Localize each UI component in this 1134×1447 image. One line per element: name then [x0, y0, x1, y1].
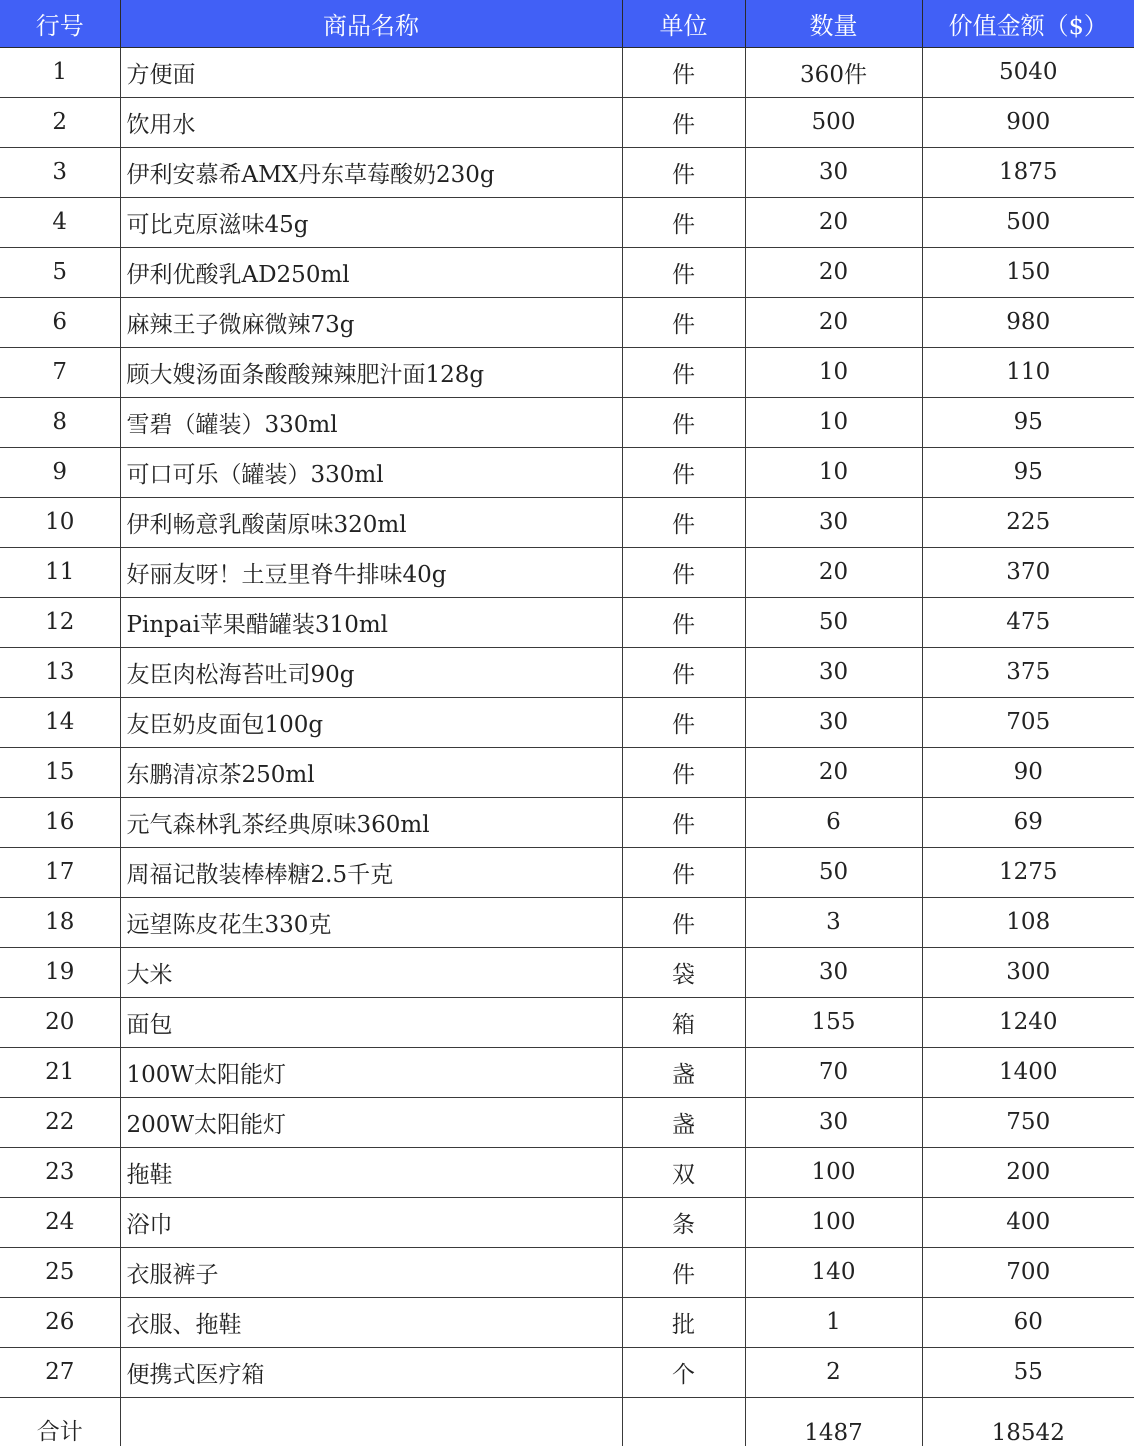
row-number-cell[interactable]: 8: [0, 397, 120, 447]
row-number-cell[interactable]: 4: [0, 197, 120, 247]
table-row: [0, 1247, 1134, 1297]
table-row: [0, 797, 1134, 847]
value-cell[interactable]: 500: [922, 197, 1134, 247]
table-row: [0, 1347, 1134, 1397]
value-cell[interactable]: 1875: [922, 147, 1134, 197]
unit-cell[interactable]: 件: [622, 147, 745, 197]
quantity-cell[interactable]: 50: [745, 597, 922, 647]
row-number-cell[interactable]: 18: [0, 897, 120, 947]
quantity-cell[interactable]: 50: [745, 847, 922, 897]
product-name-cell[interactable]: 友臣肉松海苔吐司90g: [120, 647, 622, 697]
row-number-cell[interactable]: 11: [0, 547, 120, 597]
unit-cell[interactable]: 件: [622, 747, 745, 797]
row-number-cell[interactable]: 13: [0, 647, 120, 697]
quantity-cell[interactable]: 30: [745, 497, 922, 547]
unit-cell[interactable]: 件: [622, 347, 745, 397]
total-unit-cell[interactable]: [622, 1397, 745, 1446]
table-row: [0, 347, 1134, 397]
table-row: [0, 1097, 1134, 1147]
header-name[interactable]: 商品名称: [120, 0, 622, 47]
quantity-cell[interactable]: 155: [745, 997, 922, 1047]
unit-cell[interactable]: 盏: [622, 1097, 745, 1147]
row-number-cell[interactable]: 3: [0, 147, 120, 197]
product-name-cell[interactable]: 100W太阳能灯: [120, 1047, 622, 1097]
unit-cell[interactable]: 件: [622, 247, 745, 297]
row-number-cell[interactable]: 10: [0, 497, 120, 547]
value-cell[interactable]: 95: [922, 397, 1134, 447]
value-cell[interactable]: 69: [922, 797, 1134, 847]
quantity-cell[interactable]: 30: [745, 947, 922, 997]
value-cell[interactable]: 475: [922, 597, 1134, 647]
table-row: [0, 497, 1134, 547]
product-name-cell[interactable]: 友臣奶皮面包100g: [120, 697, 622, 747]
quantity-cell[interactable]: 20: [745, 247, 922, 297]
table-row: [0, 947, 1134, 997]
table-row: [0, 1047, 1134, 1097]
value-cell[interactable]: 750: [922, 1097, 1134, 1147]
quantity-cell[interactable]: 10: [745, 447, 922, 497]
product-name-cell[interactable]: Pinpai苹果醋罐装310ml: [120, 597, 622, 647]
unit-cell[interactable]: 件: [622, 197, 745, 247]
value-cell[interactable]: 1400: [922, 1047, 1134, 1097]
table-row: [0, 397, 1134, 447]
row-number-cell[interactable]: 5: [0, 247, 120, 297]
value-cell[interactable]: 225: [922, 497, 1134, 547]
product-name-cell[interactable]: 方便面: [120, 47, 622, 97]
row-number-cell[interactable]: 19: [0, 947, 120, 997]
unit-cell[interactable]: 件: [622, 1247, 745, 1297]
product-name-cell[interactable]: 麻辣王子微麻微辣73g: [120, 297, 622, 347]
unit-cell[interactable]: 件: [622, 847, 745, 897]
table-row: [0, 97, 1134, 147]
table-row: [0, 197, 1134, 247]
unit-cell[interactable]: 件: [622, 647, 745, 697]
value-cell[interactable]: 108: [922, 897, 1134, 947]
row-number-cell[interactable]: 24: [0, 1197, 120, 1247]
product-name-cell[interactable]: 伊利畅意乳酸菌原味320ml: [120, 497, 622, 547]
row-number-cell[interactable]: 27: [0, 1347, 120, 1397]
quantity-cell[interactable]: 360件: [745, 47, 922, 97]
value-cell[interactable]: 980: [922, 297, 1134, 347]
product-name-cell[interactable]: 衣服、拖鞋: [120, 1297, 622, 1347]
row-number-cell[interactable]: 7: [0, 347, 120, 397]
row-number-cell[interactable]: 20: [0, 997, 120, 1047]
value-cell[interactable]: 1275: [922, 847, 1134, 897]
value-cell[interactable]: 150: [922, 247, 1134, 297]
row-number-cell[interactable]: 25: [0, 1247, 120, 1297]
product-name-cell[interactable]: 好丽友呀！土豆里脊牛排味40g: [120, 547, 622, 597]
unit-cell[interactable]: 件: [622, 447, 745, 497]
quantity-cell[interactable]: 70: [745, 1047, 922, 1097]
row-number-cell[interactable]: 9: [0, 447, 120, 497]
quantity-cell[interactable]: 6: [745, 797, 922, 847]
row-number-cell[interactable]: 14: [0, 697, 120, 747]
total-row: [0, 1397, 1134, 1446]
quantity-cell[interactable]: 20: [745, 747, 922, 797]
product-name-cell[interactable]: 伊利优酸乳AD250ml: [120, 247, 622, 297]
product-name-cell[interactable]: 200W太阳能灯: [120, 1097, 622, 1147]
quantity-cell[interactable]: 500: [745, 97, 922, 147]
product-name-cell[interactable]: 拖鞋: [120, 1147, 622, 1197]
value-cell[interactable]: 300: [922, 947, 1134, 997]
quantity-cell[interactable]: 2: [745, 1347, 922, 1397]
product-name-cell[interactable]: 便携式医疗箱: [120, 1347, 622, 1397]
table-row: [0, 147, 1134, 197]
row-number-cell[interactable]: 12: [0, 597, 120, 647]
header-row-no[interactable]: 行号: [0, 0, 120, 47]
product-name-cell[interactable]: 可口可乐（罐装）330ml: [120, 447, 622, 497]
value-cell[interactable]: 5040: [922, 47, 1134, 97]
product-name-cell[interactable]: 周福记散装棒棒糖2.5千克: [120, 847, 622, 897]
product-name-cell[interactable]: 雪碧（罐装）330ml: [120, 397, 622, 447]
value-cell[interactable]: 375: [922, 647, 1134, 697]
table-row: [0, 897, 1134, 947]
product-name-cell[interactable]: 远望陈皮花生330克: [120, 897, 622, 947]
product-name-cell[interactable]: 大米: [120, 947, 622, 997]
unit-cell[interactable]: 件: [622, 597, 745, 647]
unit-cell[interactable]: 件: [622, 547, 745, 597]
unit-cell[interactable]: 个: [622, 1347, 745, 1397]
total-value[interactable]: 18542: [991, 1420, 1065, 1446]
quantity-cell[interactable]: 30: [745, 647, 922, 697]
unit-cell[interactable]: 箱: [622, 997, 745, 1047]
table-row: [0, 1147, 1134, 1197]
table-row: [0, 697, 1134, 747]
product-name-cell[interactable]: 衣服裤子: [120, 1247, 622, 1297]
quantity-cell[interactable]: 30: [745, 697, 922, 747]
value-cell[interactable]: 110: [922, 347, 1134, 397]
total-name-cell[interactable]: [120, 1397, 622, 1446]
value-cell[interactable]: 900: [922, 97, 1134, 147]
row-number-cell[interactable]: 2: [0, 97, 120, 147]
product-name-cell[interactable]: 可比克原滋味45g: [120, 197, 622, 247]
table-row: [0, 847, 1134, 897]
quantity-cell[interactable]: 10: [745, 397, 922, 447]
quantity-cell[interactable]: 100: [745, 1147, 922, 1197]
quantity-cell[interactable]: 100: [745, 1197, 922, 1247]
row-number-cell[interactable]: 1: [0, 47, 120, 97]
row-number-cell[interactable]: 6: [0, 297, 120, 347]
table-row: [0, 247, 1134, 297]
value-cell[interactable]: 700: [922, 1247, 1134, 1297]
product-name-cell[interactable]: 浴巾: [120, 1197, 622, 1247]
header-row: [0, 0, 1134, 47]
unit-cell[interactable]: 盏: [622, 1047, 745, 1097]
unit-cell[interactable]: 袋: [622, 947, 745, 997]
header-unit[interactable]: 单位: [622, 0, 745, 47]
value-cell[interactable]: 705: [922, 697, 1134, 747]
unit-cell[interactable]: 件: [622, 397, 745, 447]
unit-cell[interactable]: 件: [622, 297, 745, 347]
quantity-cell[interactable]: 20: [745, 197, 922, 247]
unit-cell[interactable]: 件: [622, 497, 745, 547]
row-number-cell[interactable]: 21: [0, 1047, 120, 1097]
quantity-cell[interactable]: 1: [745, 1297, 922, 1347]
total-label[interactable]: 合计: [0, 1397, 120, 1446]
quantity-cell[interactable]: 20: [745, 297, 922, 347]
quantity-cell[interactable]: 30: [745, 1097, 922, 1147]
value-cell[interactable]: 55: [922, 1347, 1134, 1397]
product-name-cell[interactable]: 顾大嫂汤面条酸酸辣辣肥汁面128g: [120, 347, 622, 397]
row-number-cell[interactable]: 26: [0, 1297, 120, 1347]
table-row: [0, 1197, 1134, 1247]
value-cell[interactable]: 90: [922, 747, 1134, 797]
value-cell[interactable]: 95: [922, 447, 1134, 497]
unit-cell[interactable]: 双: [622, 1147, 745, 1197]
table-row: [0, 447, 1134, 497]
header-value[interactable]: 价值金额（$）: [922, 0, 1134, 47]
unit-cell[interactable]: 件: [622, 697, 745, 747]
product-name-cell[interactable]: 饮用水: [120, 97, 622, 147]
row-number-cell[interactable]: 16: [0, 797, 120, 847]
table-row: [0, 747, 1134, 797]
product-name-cell[interactable]: 东鹏清凉茶250ml: [120, 747, 622, 797]
total-quantity[interactable]: 1487: [745, 1397, 922, 1446]
value-cell[interactable]: 1240: [922, 997, 1134, 1047]
row-number-cell[interactable]: 15: [0, 747, 120, 797]
row-number-cell[interactable]: 17: [0, 847, 120, 897]
quantity-cell[interactable]: 20: [745, 547, 922, 597]
unit-cell[interactable]: 件: [622, 897, 745, 947]
unit-cell[interactable]: 件: [622, 97, 745, 147]
table-row: [0, 47, 1134, 97]
quantity-cell[interactable]: 10: [745, 347, 922, 397]
product-name-cell[interactable]: 伊利安慕希AMX丹东草莓酸奶230g: [120, 147, 622, 197]
unit-cell[interactable]: 批: [622, 1297, 745, 1347]
quantity-cell[interactable]: 30: [745, 147, 922, 197]
table-row: [0, 647, 1134, 697]
product-name-cell[interactable]: 面包: [120, 997, 622, 1047]
table-row: [0, 597, 1134, 647]
table-row: [0, 547, 1134, 597]
value-cell[interactable]: 400: [922, 1197, 1134, 1247]
quantity-cell[interactable]: 140: [745, 1247, 922, 1297]
unit-cell[interactable]: 件: [622, 47, 745, 97]
value-cell[interactable]: 60: [922, 1297, 1134, 1347]
quantity-cell[interactable]: 3: [745, 897, 922, 947]
header-quantity[interactable]: 数量: [745, 0, 922, 47]
value-cell[interactable]: 200: [922, 1147, 1134, 1197]
table-row: [0, 297, 1134, 347]
unit-cell[interactable]: 条: [622, 1197, 745, 1247]
unit-cell[interactable]: 件: [622, 797, 745, 847]
value-cell[interactable]: 370: [922, 547, 1134, 597]
row-number-cell[interactable]: 23: [0, 1147, 120, 1197]
row-number-cell[interactable]: 22: [0, 1097, 120, 1147]
table-row: [0, 997, 1134, 1047]
table-row: [0, 1297, 1134, 1347]
product-name-cell[interactable]: 元气森林乳茶经典原味360ml: [120, 797, 622, 847]
